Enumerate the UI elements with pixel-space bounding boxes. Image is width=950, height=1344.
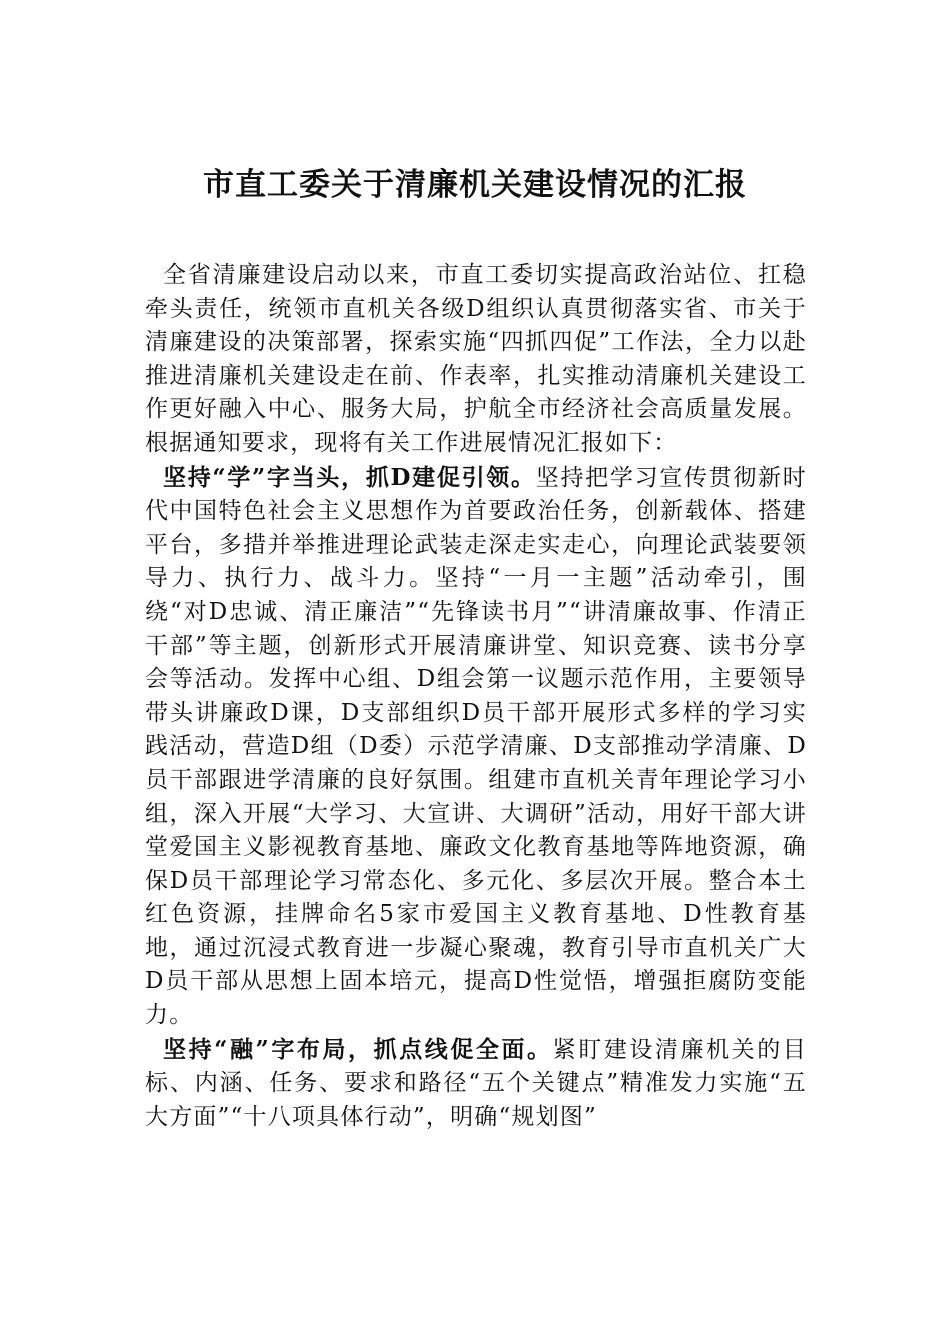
paragraph-lead: 坚持“融”字布局，抓点线促全面。 [163, 1035, 553, 1063]
paragraph-study [145, 461, 807, 1033]
document-title: 市直工委关于清廉机关建设情况的汇报 [203, 167, 747, 203]
paragraph-integrate [145, 1033, 807, 1135]
paragraph-intro [145, 258, 807, 461]
paragraph-text: 紧盯建设清廉机关的目标、内涵、任务、要求和路径“五个关键点”精准发力实施“五大方面”“十八项具体行动”，明确“规划图” [145, 1036, 807, 1130]
paragraph-text: 坚持把学习宣传贯彻新时代中国特色社会主义思想作为首要政治任务，创新载体、搭建平台，多措并举推进理论武装走深走实走心，向理论武装要领导力、执行力、战斗力。坚持“一月一主题”活动牵引，围绕“对D忠诚、清正廉洁”“先锋读书月”“讲清廉故事、作清正干部”等主题，创新形式开展清廉讲堂、知识竞赛、读书分享会等活动。发挥中心组、D组会第一议题示范作用，主要领导带头讲廉政D课，D支部组织D员干部开展形式多样的学习实践活动，营造D组（D委）示范学清廉、D支部推动学清廉、D员干部跟进学清廉的良好氛围。组建市直机关青年理论学习小组，深入开展“大学习、大宣讲、大调研”活动，用好干部大讲堂爱国主义影视教育基地、廉政文化教育基地等阵地资源，确保D员干部理论学习常态化、多元化、多层次开展。整合本土红色资源，挂牌命名5家市爱国主义教育基地、D性教育基地，通过沉浸式教育进一步凝心聚魂，教育引导市直机关广大D员干部从思想上固本培元，提高D性觉悟，增强拒腐防变能力。 [145, 464, 808, 1029]
paragraph-text: 全省清廉建设启动以来，市直工委切实提高政治站位、扛稳牵头责任，统领市直机关各级D组织认真贯彻落实省、市关于清廉建设的决策部署，探索实施“四抓四促”工作法，全力以赴推进清廉机关建设走在前、作表率，扎实推动清廉机关建设工作更好融入中心、服务大局，护航全市经济社会高质量发展。根据通知要求，现将有关工作进展情况汇报如下： [145, 262, 807, 456]
paragraph-lead: 坚持“学”字当头，抓D建促引领。 [163, 463, 536, 491]
document-body [145, 258, 807, 1134]
